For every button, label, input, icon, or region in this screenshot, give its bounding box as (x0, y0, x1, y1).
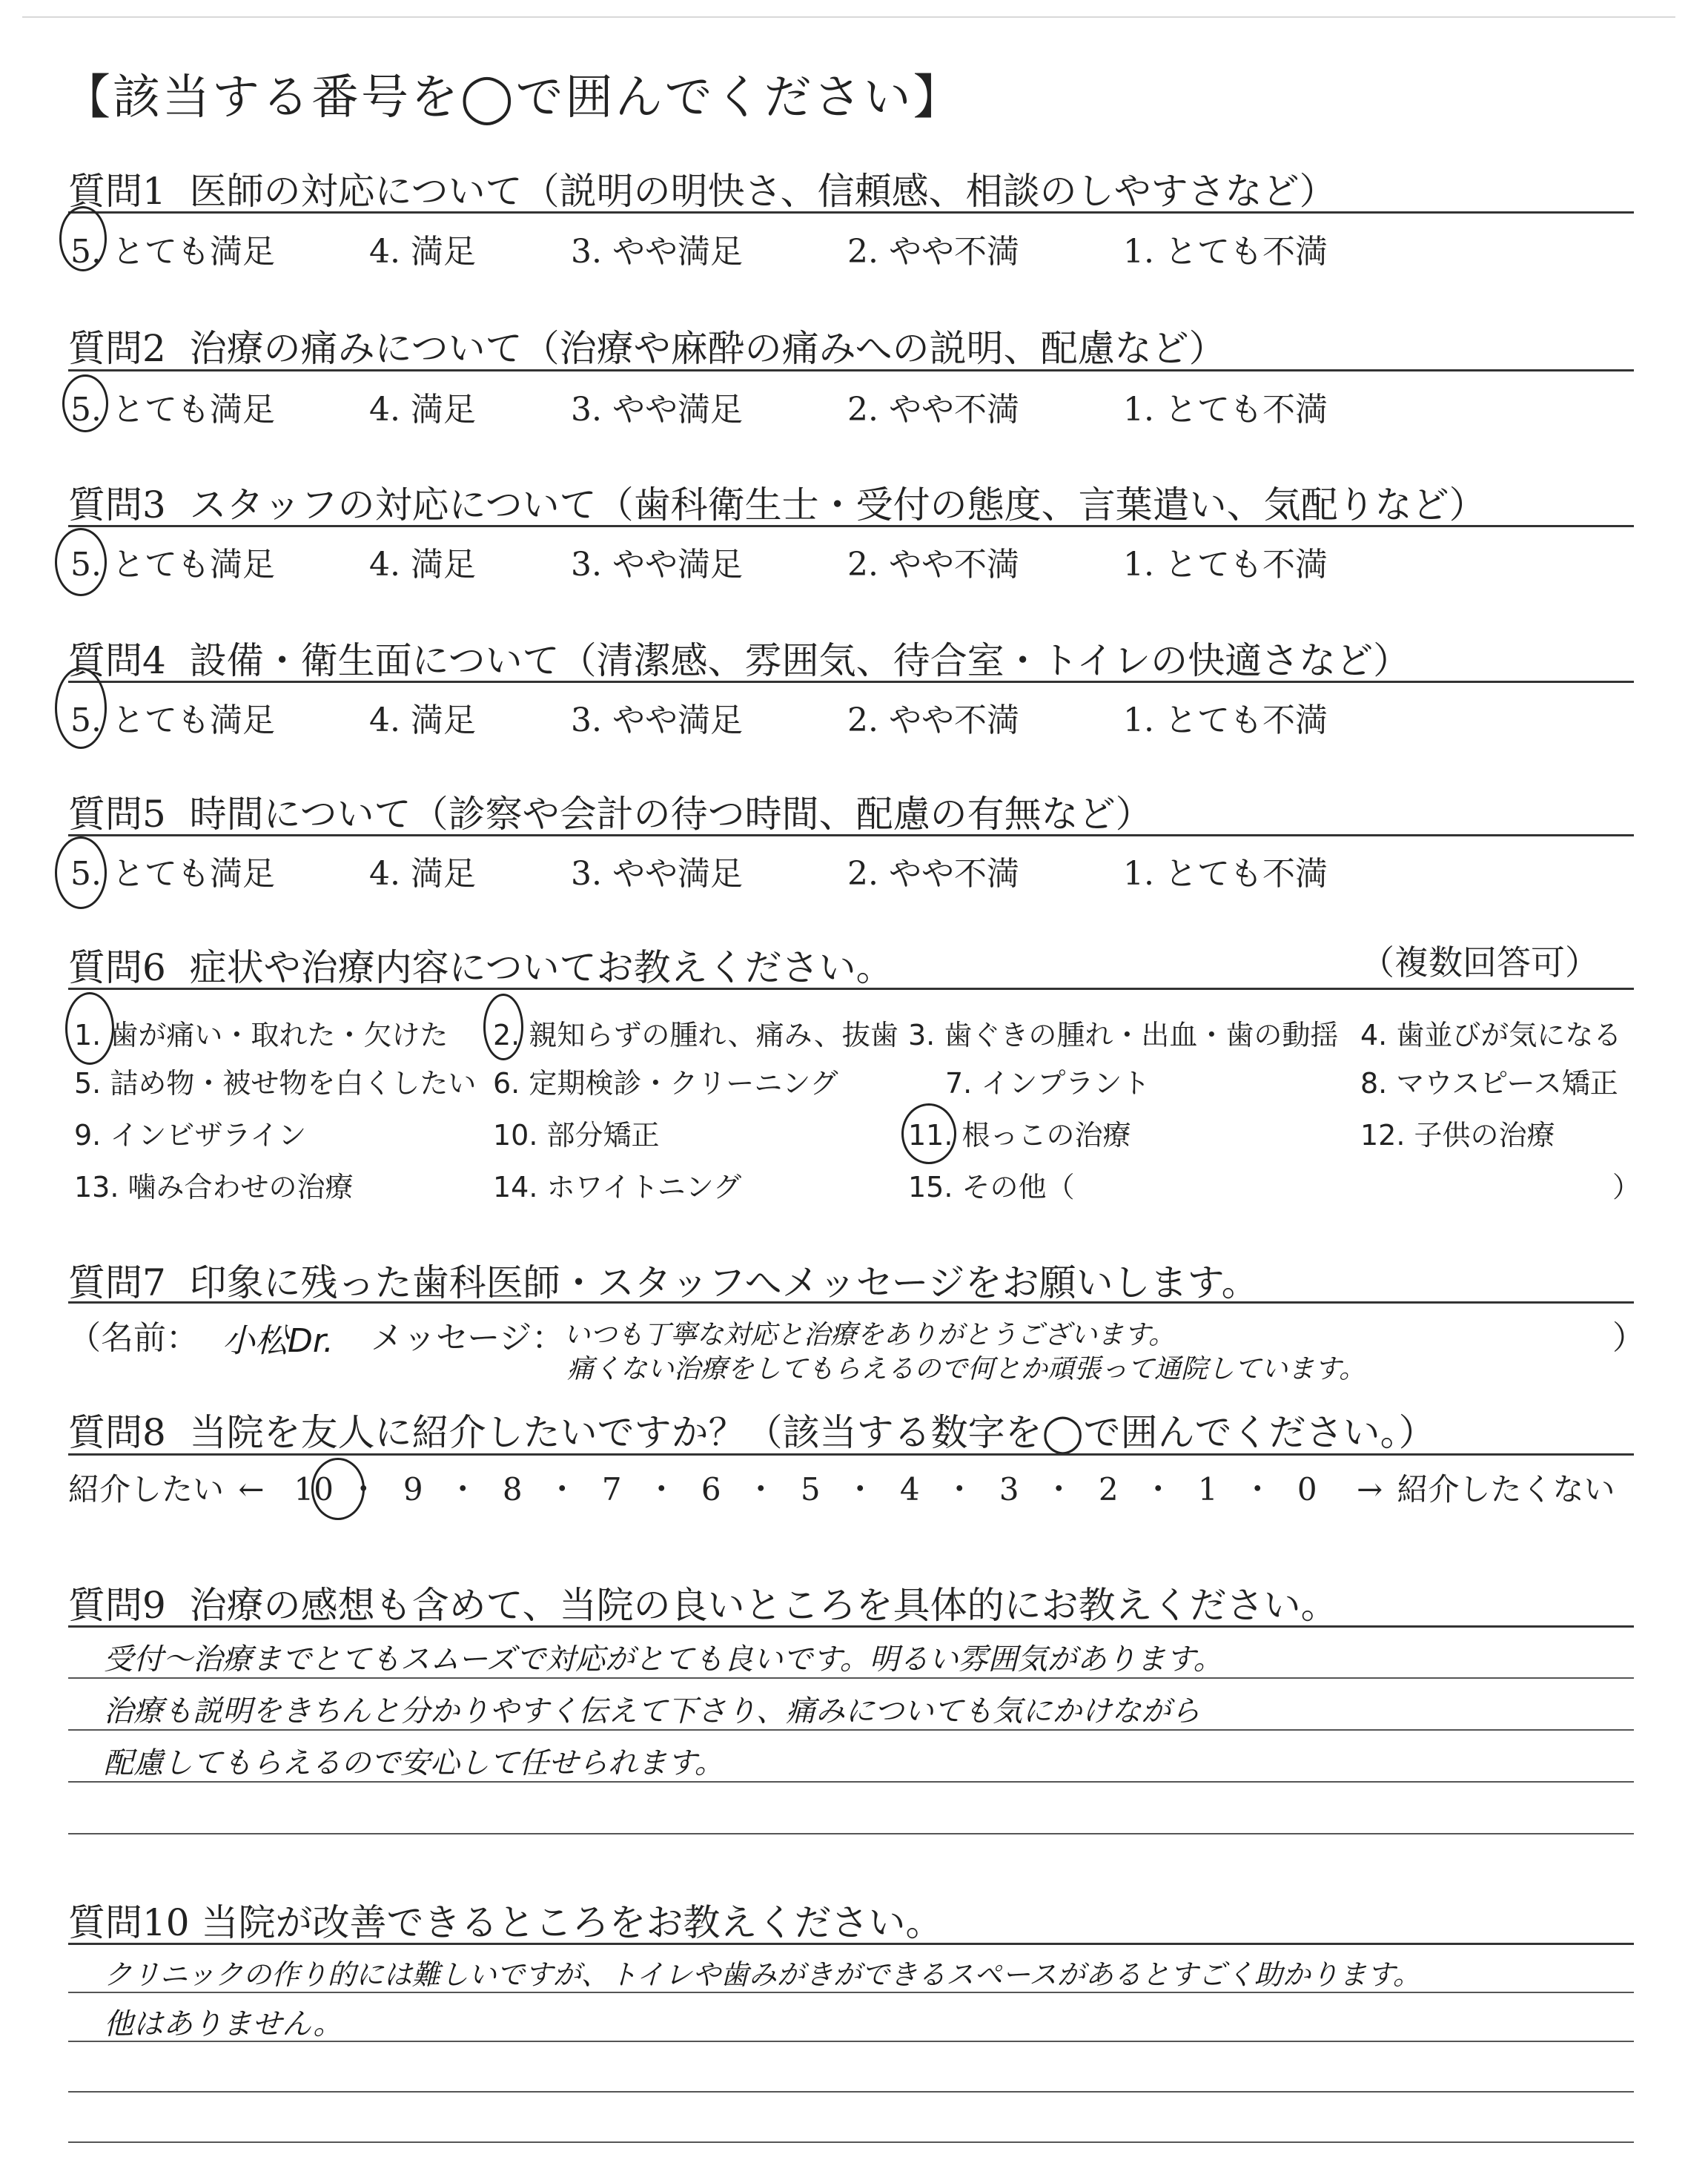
answer-rule (68, 2091, 1634, 2093)
q2-option-1[interactable]: 1. とても不満 (1123, 391, 1328, 429)
question-3 (68, 475, 1640, 529)
q1-option-4[interactable]: 4. 満足 (369, 233, 476, 271)
q5-option-3[interactable]: 3. やや満足 (571, 855, 743, 893)
scale-separator: ・ (1142, 1471, 1174, 1507)
q6-item-8[interactable]: 8. マウスピース矯正 (1360, 1067, 1618, 1100)
q2-option-5[interactable]: 5. とても満足 (70, 391, 275, 429)
question-5-label: 質問5 (68, 793, 166, 836)
question-2-rule (68, 369, 1634, 371)
q1-option-3[interactable]: 3. やや満足 (571, 233, 743, 271)
q6-item-1[interactable]: 1. 歯が痛い・取れた・欠けた (74, 1019, 448, 1051)
q2-option-4[interactable]: 4. 満足 (369, 391, 476, 429)
scale-value-1[interactable]: 1 (1197, 1471, 1218, 1507)
question-10 (68, 1893, 1640, 1946)
top-edge-line (22, 16, 1675, 18)
instruction-header: 【該当する番号を◯で囲んでください】 (63, 70, 963, 125)
q1-option-5[interactable]: 5. とても満足 (70, 233, 275, 271)
q1-option-1[interactable]: 1. とても不満 (1123, 233, 1328, 271)
scale-value-5[interactable]: 5 (800, 1471, 821, 1507)
answer-rule (68, 1833, 1634, 1834)
question-6-label: 質問6 (68, 946, 166, 989)
scale-value-7[interactable]: 7 (601, 1471, 622, 1507)
question-2 (68, 319, 1640, 372)
q5-option-5[interactable]: 5. とても満足 (70, 855, 275, 893)
q3-option-5[interactable]: 5. とても満足 (70, 546, 275, 584)
answer-rule (68, 2041, 1634, 2042)
q6-item-15[interactable]: 15. その他（ (908, 1171, 1075, 1203)
q6-item-6[interactable]: 6. 定期検診・クリーニング (493, 1067, 838, 1100)
message-line-2[interactable]: 痛くない治療をしてもらえるので何とか頑張って通院しています。 (567, 1354, 1366, 1384)
question-8-label: 質問8 (68, 1411, 166, 1454)
scale-value-2[interactable]: 2 (1098, 1471, 1119, 1507)
message-label: メッセージ： (371, 1319, 565, 1357)
question-4-text: 設備・衛生面について（清潔感、雰囲気、待合室・トイレの快適さなど） (189, 639, 1411, 682)
question-6-text: 症状や治療内容についてお教えください。 (189, 946, 893, 989)
question-3-rule (68, 525, 1634, 527)
message-line-1[interactable]: いつも丁寧な対応と治療をありがとうございます。 (563, 1320, 1176, 1350)
recommend-scale (68, 1465, 1615, 1510)
scale-value-0[interactable]: 0 (1297, 1471, 1317, 1507)
answer-rule (68, 2141, 1634, 2143)
q6-item-11[interactable]: 11. 根っこの治療 (908, 1119, 1131, 1152)
scale-values (293, 1471, 1328, 1507)
question-9-text: 治療の感想も含めて、当院の良いところを具体的にお教えください。 (189, 1584, 1338, 1627)
improvement-line-1[interactable]: クリニックの作り的には難しいですが、トイレや歯みがきができるスペースがあるとすごく助かります。 (104, 1958, 1421, 1991)
q6-item-3[interactable]: 3. 歯ぐきの腫れ・出血・歯の動揺 (908, 1019, 1339, 1051)
question-10-rule (68, 1943, 1634, 1945)
q6-item-4[interactable]: 4. 歯並びが気になる (1360, 1019, 1622, 1051)
answer-rule (68, 1729, 1634, 1731)
answer-rule (68, 1992, 1634, 1993)
q3-option-2[interactable]: 2. やや不満 (847, 546, 1019, 584)
staff-name[interactable]: 小松Dr. (222, 1322, 334, 1360)
q4-option-3[interactable]: 3. やや満足 (571, 701, 743, 739)
question-6-rule (68, 988, 1634, 990)
scale-value-10[interactable]: 10 (294, 1471, 334, 1507)
q3-option-3[interactable]: 3. やや満足 (571, 546, 743, 584)
scale-separator: ・ (844, 1471, 876, 1507)
answer-line-1[interactable]: 受付〜治療までとてもスムーズで対応がとても良いです。明るい雰囲気があります。 (104, 1642, 1223, 1677)
q4-option-4[interactable]: 4. 満足 (369, 701, 476, 739)
q4-option-1[interactable]: 1. とても不満 (1123, 701, 1328, 739)
question-5-rule (68, 834, 1634, 836)
question-8 (68, 1403, 1640, 1456)
scale-separator: ・ (745, 1471, 777, 1507)
scale-value-8[interactable]: 8 (502, 1471, 523, 1507)
scale-value-3[interactable]: 3 (999, 1471, 1019, 1507)
question-8-rule (68, 1453, 1634, 1456)
q6-item-7[interactable]: 7. インプラント (945, 1067, 1151, 1100)
q4-option-2[interactable]: 2. やや不満 (847, 701, 1019, 739)
answer-rule (68, 1781, 1634, 1783)
multiple-answers-note: （複数回答可） (1360, 942, 1599, 982)
scale-separator: ・ (348, 1471, 380, 1507)
scale-separator: ・ (546, 1471, 578, 1507)
question-4-rule (68, 681, 1634, 683)
question-4 (68, 631, 1640, 684)
q4-option-5[interactable]: 5. とても満足 (70, 701, 275, 739)
scale-right-label: → 紹介したくない (1356, 1471, 1615, 1507)
scale-separator: ・ (447, 1471, 479, 1507)
question-7-rule (68, 1301, 1634, 1304)
q5-option-1[interactable]: 1. とても不満 (1123, 855, 1328, 893)
question-1 (68, 162, 1640, 215)
question-4-label: 質問4 (68, 639, 166, 682)
q6-item-2[interactable]: 2. 親知らずの腫れ、痛み、抜歯 (493, 1019, 898, 1051)
scale-value-4[interactable]: 4 (899, 1471, 920, 1507)
question-2-label: 質問2 (68, 327, 166, 370)
question-3-label: 質問3 (68, 483, 166, 526)
question-9 (68, 1576, 1640, 1629)
q6-item-10[interactable]: 10. 部分矯正 (493, 1119, 660, 1152)
answer-line-2[interactable]: 治療も説明をきちんと分かりやすく伝えて下さり、痛みについても気にかけながら (104, 1694, 1201, 1728)
question-5-text: 時間について（診察や会計の待つ時間、配慮の有無など） (189, 793, 1153, 836)
question-7 (68, 1253, 1640, 1307)
question-7-text: 印象に残った歯科医師・スタッフへメッセージをお願いします。 (189, 1261, 1259, 1304)
scale-value-6[interactable]: 6 (701, 1471, 721, 1507)
question-9-label: 質問9 (68, 1584, 166, 1627)
question-9-rule (68, 1625, 1634, 1628)
scale-separator: ・ (1242, 1471, 1274, 1507)
question-3-text: スタッフの対応について（歯科衛生士・受付の態度、言葉遣い、気配りなど） (189, 483, 1486, 526)
q5-option-2[interactable]: 2. やや不満 (847, 855, 1019, 893)
q6-item-9[interactable]: 9. インビザライン (74, 1119, 307, 1152)
q2-option-3[interactable]: 3. やや満足 (571, 391, 743, 429)
question-5 (68, 785, 1640, 838)
question-10-text: 当院が改善できるところをお教えください。 (201, 1901, 943, 1944)
message-close: ） (1612, 1319, 1645, 1357)
q6-item-5[interactable]: 5. 詰め物・被せ物を白くしたい (74, 1067, 477, 1100)
scale-value-9[interactable]: 9 (403, 1471, 423, 1507)
scale-separator: ・ (944, 1471, 976, 1507)
answer-rule (68, 1677, 1634, 1679)
improvement-line-2[interactable]: 他はありません。 (104, 2007, 343, 2041)
question-7-label: 質問7 (68, 1261, 166, 1304)
question-1-text: 医師の対応について（説明の明快さ、信頼感、相談のしやすさなど） (189, 170, 1337, 213)
q1-option-2[interactable]: 2. やや不満 (847, 233, 1019, 271)
q2-option-2[interactable]: 2. やや不満 (847, 391, 1019, 429)
scale-separator: ・ (1043, 1471, 1075, 1507)
q3-option-4[interactable]: 4. 満足 (369, 546, 476, 584)
q3-option-1[interactable]: 1. とても不満 (1123, 546, 1328, 584)
question-10-label: 質問10 (68, 1901, 190, 1944)
q6-item-13[interactable]: 13. 噛み合わせの治療 (74, 1171, 354, 1203)
answer-line-3[interactable]: 配慮してもらえるので安心して任せられます。 (104, 1746, 724, 1780)
q5-option-4[interactable]: 4. 満足 (369, 855, 476, 893)
scale-separator: ・ (646, 1471, 678, 1507)
question-8-text: 当院を友人に紹介したいですか？（該当する数字を◯で囲んでください。） (189, 1411, 1436, 1454)
question-1-rule (68, 211, 1634, 214)
q6-item-14[interactable]: 14. ホワイトニング (493, 1171, 742, 1203)
q6-item-12[interactable]: 12. 子供の治療 (1360, 1119, 1555, 1152)
question-1-label: 質問1 (68, 170, 166, 213)
scale-left-label: 紹介したい ← (68, 1471, 265, 1507)
name-label: （名前： (68, 1319, 199, 1357)
question-2-text: 治療の痛みについて（治療や麻酔の痛みへの説明、配慮など） (189, 327, 1226, 370)
q6-other-close: ） (1612, 1171, 1641, 1203)
